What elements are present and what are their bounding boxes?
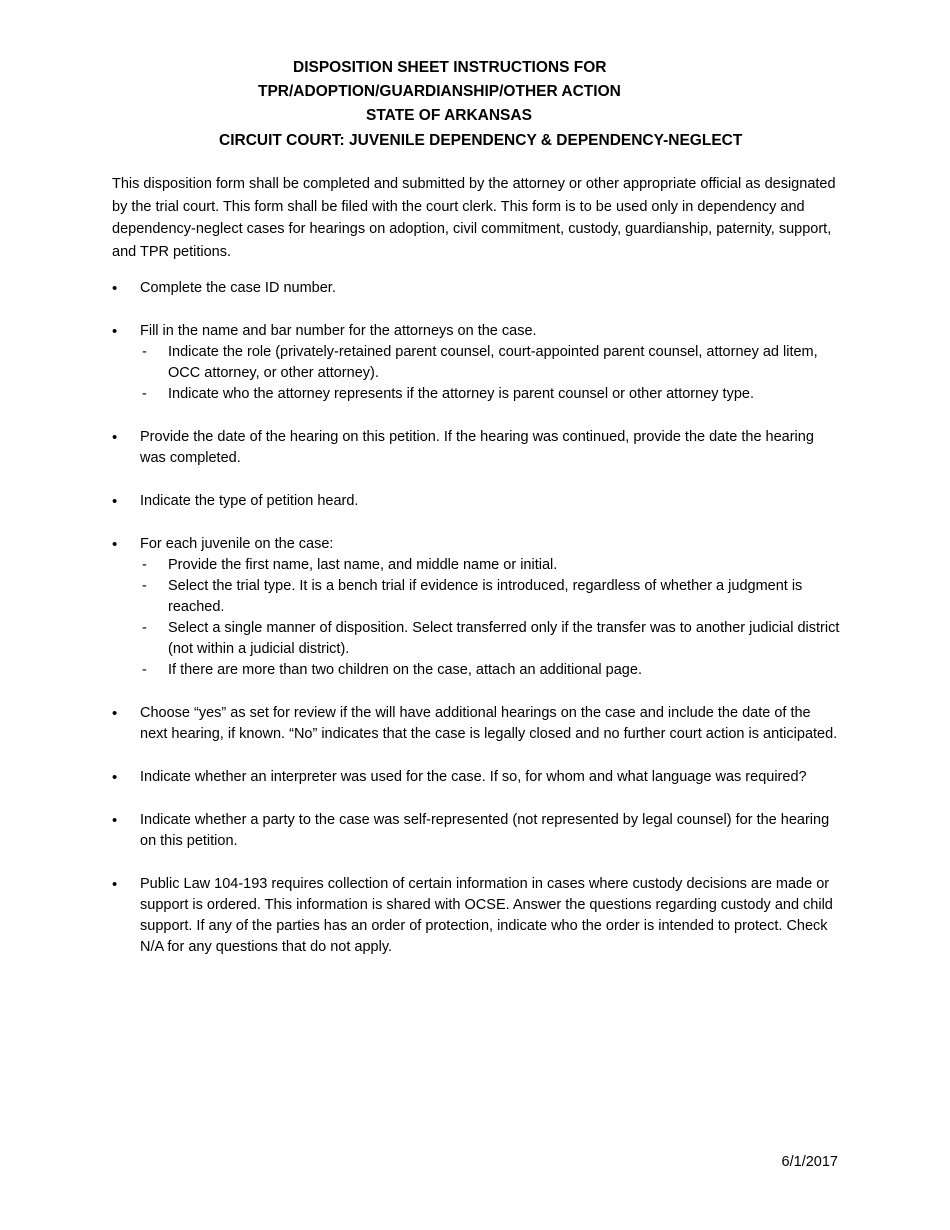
item-set-for-review: Choose “yes” as set for review if the will have additional hearings on the case and include the date of the next hearing, if known. “No” indicates that the case is legally closed and no further court action is anticipated.: [140, 705, 838, 742]
item-attorneys: Fill in the name and bar number for the attorneys on the case.: [140, 323, 537, 339]
item-case-id: Complete the case ID number.: [140, 280, 336, 296]
intro-paragraph: This disposition form shall be completed and submitted by the attorney or other appropriate official as designated by the trial court. This form shall be filed with the court clerk. This form is to be used only in dependency and dependency-neglect cases for hearings on adoption, civil commitment, custody, guardianship, paternity, support, and TPR petitions.: [112, 176, 836, 260]
sub-item: - Select a single manner of disposition. Select transferred only if the transfer was to another judicial district (not within a judicial district).: [140, 618, 840, 660]
footer-date: 6/1/2017: [781, 1154, 838, 1170]
title-line-3: STATE OF ARKANSAS: [366, 107, 532, 124]
sub-list: [140, 342, 840, 405]
item-hearing-date: Provide the date of the hearing on this petition. If the hearing was continued, provide the date the hearing was completed.: [140, 429, 814, 466]
list-item: [112, 491, 840, 512]
list-item: [112, 810, 840, 852]
list-item: [112, 278, 840, 299]
item-self-represented: Indicate whether a party to the case was self-represented (not represented by legal counsel) for the hearing on this petition.: [140, 812, 830, 849]
sub-item: - Indicate the role (privately-retained parent counsel, court-appointed parent counsel, attorney ad litem, OCC attorney, or other attorney).: [140, 342, 840, 384]
list-item: [112, 534, 840, 681]
sub-item: - If there are more than two children on the case, attach an additional page.: [140, 660, 840, 681]
item-interpreter: Indicate whether an interpreter was used for the case. If so, for whom and what language was required?: [140, 769, 807, 785]
list-item: [112, 321, 840, 405]
item-juveniles: For each juvenile on the case:: [140, 536, 334, 552]
sub-item: - Indicate who the attorney represents if the attorney is parent counsel or other attorney type.: [140, 384, 840, 405]
sub-item: - Select the trial type. It is a bench trial if evidence is introduced, regardless of whether a judgment is reached.: [140, 576, 840, 618]
title-line-4: CIRCUIT COURT: JUVENILE DEPENDENCY & DEPENDENCY-NEGLECT: [219, 132, 743, 149]
title-line-1: DISPOSITION SHEET INSTRUCTIONS FOR: [293, 59, 607, 76]
sub-list: [140, 555, 840, 681]
list-item: [112, 767, 840, 788]
list-item: [112, 874, 840, 958]
title-line-2: TPR/ADOPTION/GUARDIANSHIP/OTHER ACTION: [258, 83, 621, 100]
item-public-law: Public Law 104-193 requires collection of certain information in cases where custody decisions are made or support is ordered. This information is shared with OCSE. Answer the questions regarding custody and child support. If any of the parties has an order of protection, indicate who the order is intended to protect. Check N/A for any questions that do not apply.: [140, 876, 833, 955]
list-item: [112, 703, 840, 745]
sub-item: - Provide the first name, last name, and middle name or initial.: [140, 555, 840, 576]
list-item: [112, 427, 840, 469]
instruction-list: [112, 278, 840, 980]
item-petition-type: Indicate the type of petition heard.: [140, 493, 359, 509]
